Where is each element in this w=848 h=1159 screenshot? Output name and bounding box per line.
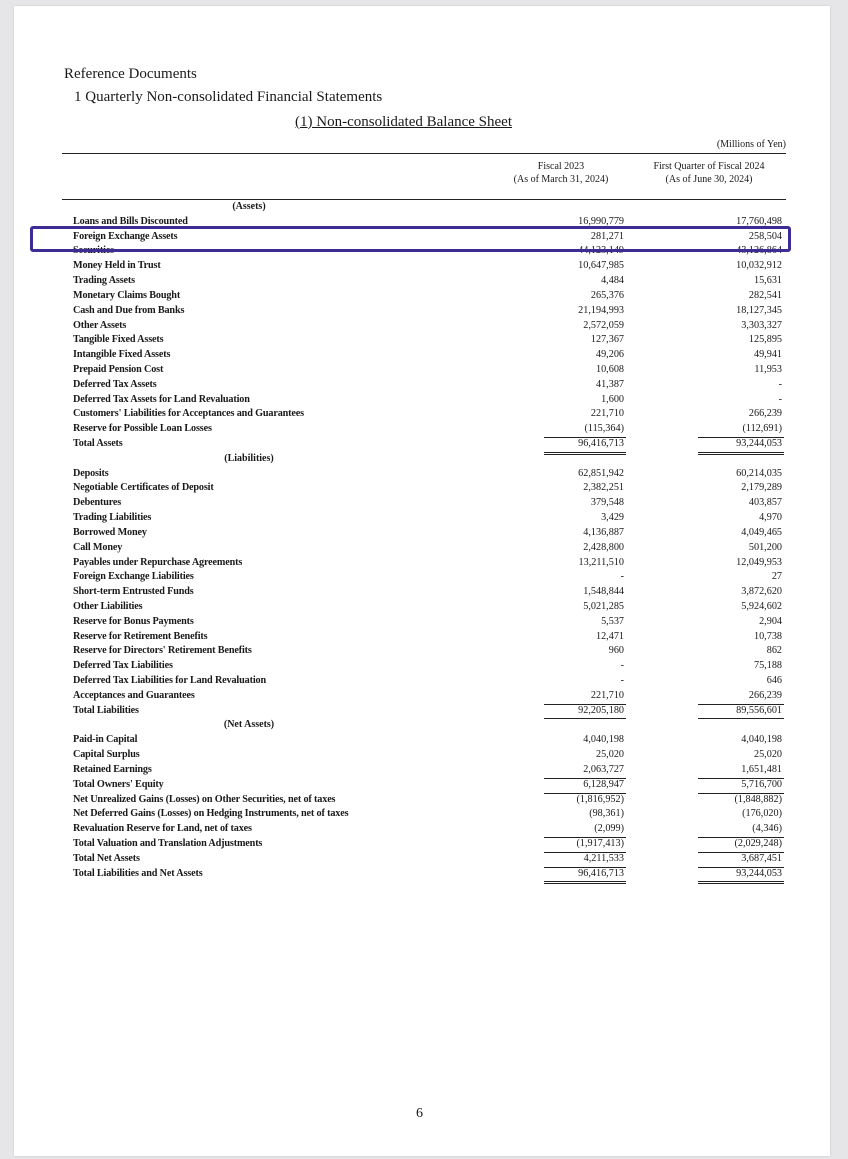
value-fiscal-2023: 2,572,059 (583, 319, 624, 331)
row-label: Intangible Fixed Assets (73, 349, 171, 361)
row-label: Retained Earnings (73, 763, 152, 775)
value-q1-fiscal-2024: 27 (771, 571, 782, 583)
value-fiscal-2023: 49,206 (595, 349, 624, 361)
table-row (14, 393, 830, 408)
table-row (14, 852, 830, 867)
value-fiscal-2023: 2,382,251 (583, 482, 624, 494)
value-fiscal-2023: 281,271 (590, 230, 624, 242)
value-q1-fiscal-2024: (1,848,882) (734, 793, 782, 805)
table-row (14, 778, 830, 793)
value-fiscal-2023: 379,548 (590, 497, 624, 509)
row-label: Cash and Due from Banks (73, 304, 185, 316)
table-row (14, 689, 830, 704)
row-label: Loans and Bills Discounted (73, 215, 188, 227)
top-rule (62, 153, 786, 154)
table-row (14, 481, 830, 496)
value-fiscal-2023: (98,361) (589, 808, 624, 820)
value-q1-fiscal-2024: 4,970 (759, 512, 782, 524)
value-q1-fiscal-2024: 12,049,953 (736, 556, 782, 568)
section-label: (Net Assets) (223, 719, 275, 731)
value-q1-fiscal-2024: 2,904 (759, 615, 782, 627)
document-page (14, 6, 830, 1156)
value-fiscal-2023: 21,194,993 (578, 304, 624, 316)
table-row (14, 793, 830, 808)
value-fiscal-2023: 62,851,942 (578, 467, 624, 479)
row-label: Tangible Fixed Assets (73, 334, 164, 346)
table-row (14, 556, 830, 571)
table-row (14, 674, 830, 689)
row-label: Total Liabilities (73, 704, 139, 716)
value-fiscal-2023: - (620, 571, 624, 583)
row-label: Total Net Assets (73, 852, 140, 864)
row-label: Total Owners' Equity (73, 778, 164, 790)
value-q1-fiscal-2024: 403,857 (748, 497, 782, 509)
value-fiscal-2023: - (620, 675, 624, 686)
table-row (14, 659, 830, 674)
value-fiscal-2023: (115,364) (544, 422, 626, 438)
value-q1-fiscal-2024: 15,631 (753, 275, 782, 287)
value-fiscal-2023: (1,816,952) (576, 793, 624, 805)
row-label: Acceptances and Guarantees (73, 689, 195, 701)
value-fiscal-2023: 41,387 (595, 378, 624, 390)
value-q1-fiscal-2024: (112,691) (698, 422, 784, 438)
value-q1-fiscal-2024: 25,020 (753, 749, 782, 761)
value-fiscal-2023: 3,429 (601, 512, 624, 524)
value-q1-fiscal-2024: (4,346) (698, 822, 784, 838)
row-label: Reserve for Bonus Payments (73, 615, 194, 627)
row-label: Prepaid Pension Cost (73, 363, 164, 375)
section-row (14, 452, 830, 467)
row-label: Deferred Tax Liabilities (73, 660, 173, 672)
value-q1-fiscal-2024: 266,239 (748, 408, 782, 420)
row-label: Borrowed Money (73, 526, 147, 538)
row-label: Negotiable Certificates of Deposit (73, 482, 214, 494)
value-fiscal-2023: 10,608 (595, 363, 624, 375)
table-row (14, 526, 830, 541)
column-header-fiscal-2023 (486, 160, 636, 186)
value-q1-fiscal-2024: 2,179,289 (741, 482, 782, 494)
value-q1-fiscal-2024: 3,687,451 (698, 852, 784, 868)
table-row (14, 630, 830, 645)
value-fiscal-2023: 2,063,727 (544, 763, 626, 779)
value-fiscal-2023: 5,021,285 (583, 600, 624, 612)
row-label: Paid-in Capital (73, 734, 138, 746)
table-row (14, 867, 830, 882)
value-fiscal-2023: 960 (608, 645, 624, 657)
section-row (14, 200, 830, 215)
value-q1-fiscal-2024: 10,032,912 (736, 260, 782, 272)
table-row (14, 333, 830, 348)
table-row (14, 496, 830, 511)
row-label: Other Liabilities (73, 600, 143, 612)
value-fiscal-2023: 1,600 (601, 393, 624, 405)
row-label: Total Valuation and Translation Adjustments (73, 837, 263, 849)
row-label: Money Held in Trust (73, 260, 161, 272)
value-q1-fiscal-2024: 10,738 (753, 630, 782, 642)
table-row (14, 289, 830, 304)
value-fiscal-2023: 221,710 (544, 689, 626, 705)
page-number: 6 (416, 1106, 423, 1121)
value-fiscal-2023: 1,548,844 (583, 586, 624, 598)
row-label: Foreign Exchange Assets (73, 230, 178, 242)
table-row (14, 763, 830, 778)
table-row (14, 570, 830, 585)
value-fiscal-2023: 4,484 (601, 275, 624, 287)
table-row (14, 467, 830, 482)
reference-documents-heading: Reference Documents (64, 66, 197, 82)
table-row (14, 378, 830, 393)
table-row (14, 437, 830, 452)
row-label: Total Liabilities and Net Assets (73, 867, 203, 879)
row-label: Monetary Claims Bought (73, 289, 181, 301)
row-label: Customers' Liabilities for Acceptances and Guarantees (73, 408, 304, 420)
value-fiscal-2023: 2,428,800 (583, 541, 624, 553)
value-q1-fiscal-2024: 258,504 (748, 230, 782, 242)
value-fiscal-2023: 96,416,713 (544, 867, 626, 885)
row-label: Reserve for Retirement Benefits (73, 630, 208, 642)
table-row (14, 259, 830, 274)
row-label: Deferred Tax Liabilities for Land Revaluation (73, 675, 266, 686)
value-fiscal-2023: 96,416,713 (544, 437, 626, 455)
value-fiscal-2023: 265,376 (590, 289, 624, 301)
section-row (14, 718, 830, 733)
row-label: Deposits (73, 467, 109, 479)
value-q1-fiscal-2024: 125,895 (748, 334, 782, 346)
table-row (14, 585, 830, 600)
value-fiscal-2023: 4,136,887 (583, 526, 624, 538)
row-label: Call Money (73, 541, 123, 553)
value-q1-fiscal-2024: - (778, 378, 782, 390)
value-q1-fiscal-2024: (2,029,248) (698, 837, 784, 853)
row-label: Deferred Tax Assets (73, 378, 157, 390)
value-q1-fiscal-2024: 89,556,601 (698, 704, 784, 720)
value-fiscal-2023: 6,128,947 (544, 778, 626, 794)
value-fiscal-2023: 221,710 (590, 408, 624, 420)
table-row (14, 304, 830, 319)
balance-sheet-table (14, 200, 830, 881)
section-label: (Assets) (232, 201, 266, 212)
value-q1-fiscal-2024: 4,049,465 (741, 526, 782, 538)
table-row (14, 541, 830, 556)
value-fiscal-2023: 25,020 (595, 749, 624, 761)
page-title: (1) Non-consolidated Balance Sheet (295, 114, 513, 130)
table-row (14, 704, 830, 719)
row-label: Securities (73, 245, 114, 257)
value-fiscal-2023: (2,099) (544, 822, 626, 838)
value-fiscal-2023: (1,917,413) (544, 837, 626, 853)
value-q1-fiscal-2024: 93,244,053 (698, 867, 784, 885)
table-row (14, 363, 830, 378)
row-label: Net Unrealized Gains (Losses) on Other Securities, net of taxes (73, 793, 336, 805)
value-q1-fiscal-2024: - (778, 393, 782, 405)
value-q1-fiscal-2024: 282,541 (748, 289, 782, 301)
value-q1-fiscal-2024: 4,040,198 (741, 734, 782, 746)
column-header-line: (As of March 31, 2024) (513, 174, 609, 185)
value-q1-fiscal-2024: 266,239 (698, 689, 784, 705)
table-row (14, 733, 830, 748)
column-header-line: Fiscal 2023 (537, 161, 585, 172)
table-row (14, 748, 830, 763)
value-q1-fiscal-2024: 43,126,864 (736, 245, 782, 257)
value-fiscal-2023: 92,205,180 (544, 704, 626, 720)
value-q1-fiscal-2024: 862 (766, 645, 782, 657)
value-q1-fiscal-2024: 11,953 (754, 363, 782, 375)
value-fiscal-2023: - (620, 660, 624, 672)
row-label: Trading Assets (73, 275, 135, 287)
value-fiscal-2023: 16,990,779 (578, 215, 624, 227)
table-row (14, 615, 830, 630)
value-q1-fiscal-2024: 1,651,481 (698, 763, 784, 779)
column-header-q1-fiscal-2024 (634, 160, 784, 186)
row-label: Net Deferred Gains (Losses) on Hedging Instruments, net of taxes (73, 808, 349, 820)
table-row (14, 511, 830, 526)
row-label: Debentures (73, 497, 122, 509)
table-row (14, 274, 830, 289)
table-row (14, 807, 830, 822)
row-label: Trading Liabilities (73, 512, 152, 524)
value-q1-fiscal-2024: 49,941 (753, 349, 782, 361)
value-q1-fiscal-2024: (176,020) (742, 808, 782, 820)
value-q1-fiscal-2024: 60,214,035 (736, 467, 782, 479)
table-row (14, 422, 830, 437)
value-fiscal-2023: 13,211,510 (578, 556, 624, 568)
row-label: Revaluation Reserve for Land, net of taxes (73, 823, 252, 835)
value-fiscal-2023: 44,123,149 (578, 245, 624, 257)
value-q1-fiscal-2024: 93,244,053 (698, 437, 784, 455)
row-label: Payables under Repurchase Agreements (73, 556, 243, 568)
value-q1-fiscal-2024: 3,303,327 (741, 319, 782, 331)
row-label: Reserve for Possible Loan Losses (73, 423, 212, 435)
table-row (14, 348, 830, 363)
value-fiscal-2023: 4,040,198 (583, 734, 624, 746)
value-q1-fiscal-2024: 18,127,345 (736, 304, 782, 316)
units-label: (Millions of Yen) (716, 139, 786, 150)
section-heading: 1 Quarterly Non-consolidated Financial Statements (74, 89, 383, 105)
row-label: Deferred Tax Assets for Land Revaluation (73, 393, 250, 405)
value-q1-fiscal-2024: 17,760,498 (736, 215, 782, 227)
table-row (14, 319, 830, 334)
value-q1-fiscal-2024: 3,872,620 (741, 586, 782, 598)
row-label: Short-term Entrusted Funds (73, 586, 194, 598)
row-label: Other Assets (73, 319, 127, 331)
value-q1-fiscal-2024: 501,200 (748, 541, 782, 553)
table-row (14, 822, 830, 837)
row-label: Foreign Exchange Liabilities (73, 571, 194, 583)
value-q1-fiscal-2024: 75,188 (753, 660, 782, 672)
value-q1-fiscal-2024: 5,924,602 (741, 600, 782, 612)
value-q1-fiscal-2024: 5,716,700 (698, 778, 784, 794)
section-label: (Liabilities) (224, 452, 274, 464)
table-row (14, 644, 830, 659)
value-q1-fiscal-2024: 646 (766, 675, 782, 686)
table-row (14, 600, 830, 615)
value-fiscal-2023: 127,367 (590, 334, 624, 346)
column-header-line: First Quarter of Fiscal 2024 (653, 161, 765, 172)
securities-highlight-box (30, 226, 791, 252)
row-label: Capital Surplus (73, 749, 140, 761)
table-row (14, 407, 830, 422)
row-label: Total Assets (73, 438, 123, 449)
value-fiscal-2023: 10,647,985 (578, 260, 624, 272)
row-label: Reserve for Directors' Retirement Benefits (73, 645, 252, 657)
value-fiscal-2023: 5,537 (601, 615, 624, 627)
value-fiscal-2023: 4,211,533 (544, 852, 626, 868)
column-header-line: (As of June 30, 2024) (665, 174, 753, 185)
value-fiscal-2023: 12,471 (595, 630, 624, 642)
table-row (14, 837, 830, 852)
